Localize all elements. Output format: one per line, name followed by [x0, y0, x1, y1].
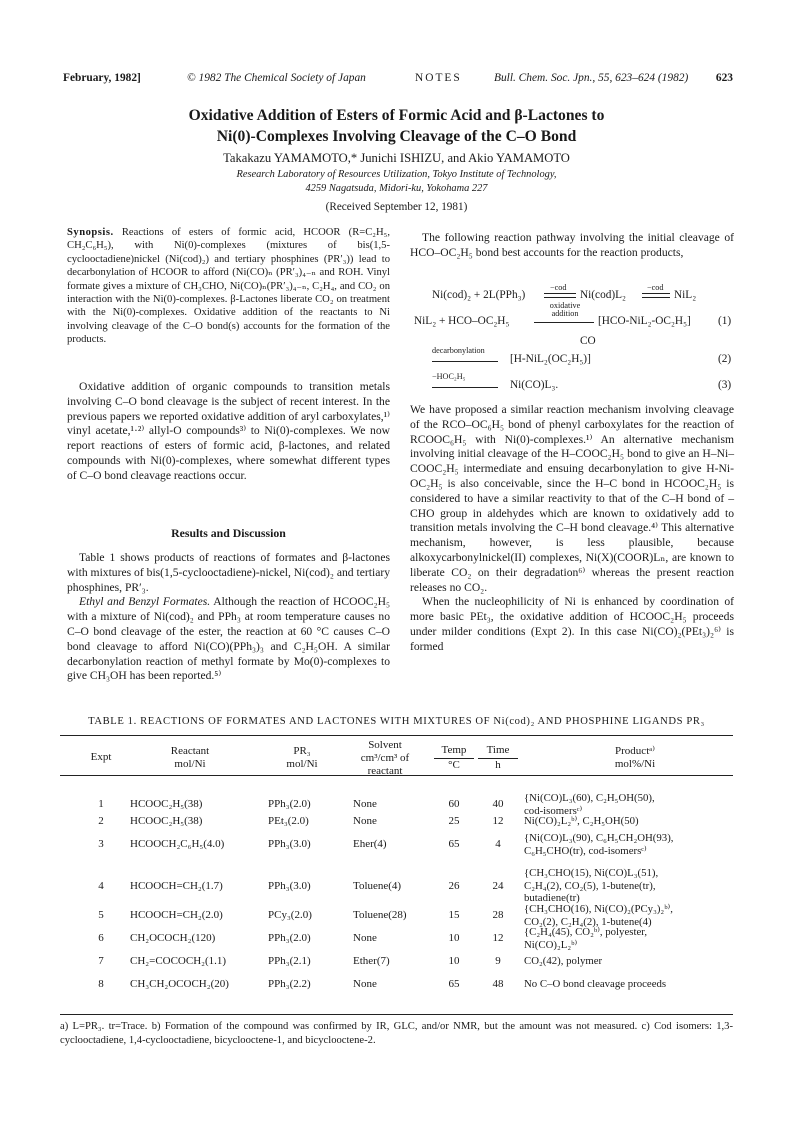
table-cell-time: 9	[495, 955, 501, 967]
table-cell-expt: 2	[98, 815, 104, 827]
eq1-mid: Ni(cod)L₂	[580, 289, 626, 301]
table-cell-temp: 65	[448, 978, 460, 990]
header-copyright: © 1982 The Chemical Society of Japan	[187, 72, 366, 84]
table-cell-time: 48	[492, 978, 504, 990]
col-time-unit: h	[478, 758, 518, 772]
eq2-right: [HCO-NiL₂-OC₂H₅]	[598, 315, 691, 327]
product-line: {CH₃CHO(16), Ni(CO)₂(PCy₃)₂ᵇ⁾,	[524, 903, 673, 915]
results-paragraph-2	[67, 595, 390, 684]
right-paragraph-3-text: When the nucleophilicity of Ni is enhanced by coordination of more basic PEt₃, the oxidative addition of HCOOC₂H₅ proceeds under milder conditions (Expt 2). In this case Ni(CO)₂(PEt₃)₂⁶⁾ is formed	[410, 595, 734, 653]
affiliation	[60, 168, 733, 196]
table-cell-reactant: HCOOCH=CH₂(2.0)	[130, 909, 223, 922]
eq3-co: CO	[580, 335, 596, 347]
product-line: {Ni(CO)L₃(60), C₂H₅OH(50),	[524, 792, 655, 804]
eq3-right: [H-NiL₂(OC₂H₅)]	[510, 353, 591, 365]
table-cell-solvent: None	[353, 815, 377, 827]
table-cell-expt: 5	[98, 909, 104, 922]
product-line: CO₂(42), polymer	[524, 955, 603, 967]
affiliation-line-1: Research Laboratory of Resources Utilization, Tokyo Institute of Technology,	[236, 169, 557, 180]
table-cell-pr3: PPh₃(2.0)	[268, 932, 311, 945]
col-temp	[434, 744, 474, 772]
eq4-arrow	[432, 387, 498, 388]
table-cell-time: 12	[492, 932, 504, 945]
right-paragraph-1	[410, 231, 734, 261]
eq3-label: decarbonylation	[432, 346, 485, 355]
table-cell-solvent: None	[353, 798, 377, 811]
col-expt: Expt	[90, 751, 112, 763]
table-cell-reactant: HCOOC₂H₅(38)	[130, 815, 203, 827]
product-line: {CH₃CHO(15), Ni(CO)L₃(51),	[524, 867, 659, 879]
eq1-arrow-2	[642, 293, 670, 294]
table-cell-pr3: PPh₃(3.0)	[268, 879, 311, 892]
table-cell-pr3: PPh₃(3.0)	[268, 838, 311, 851]
table-cell-product	[524, 867, 734, 905]
intro-text: Oxidative addition of organic compounds to transition metals involving C–O bond cleavage is the subject of recent interest. In the previous papers we reported oxidative addition of aryl carboxylates,¹⁾ vinyl acetate,¹·²⁾ allyl-O compounds³⁾ to Ni(0)-complexes. We now report reactions of esters of formic acid, β-lactones, and related compounds with Ni(0)-complexes, where somewhat different types of C–O bond cleavage reactions occur.	[67, 380, 390, 482]
eq4-label: −HOC₂H₅	[432, 372, 466, 381]
results-subheading: Ethyl and Benzyl Formates.	[79, 595, 211, 609]
col-reactant-label: Reactant	[170, 745, 210, 757]
eq4-right: Ni(CO)L₃.	[510, 379, 559, 391]
table-cell-temp: 15	[448, 909, 460, 922]
eq1-cod-label: −cod	[550, 283, 567, 292]
table-cell-expt: 4	[98, 879, 104, 892]
col-pr3-label: PR₃	[293, 745, 311, 757]
product-line: No C–O bond cleavage proceeds	[524, 978, 667, 990]
header-page-number: 623	[715, 72, 733, 84]
paper-title	[60, 105, 733, 147]
eq1-arrow-1b	[544, 297, 576, 298]
header-date: February, 1982]	[63, 72, 141, 84]
table-cell-product	[524, 792, 734, 817]
col-pr3-unit: mol/Ni	[286, 758, 318, 770]
col-solvent-label: Solvent	[368, 739, 402, 751]
table-cell-pr3: PPh₃(2.1)	[268, 955, 311, 967]
product-line: Ni(CO)₂L₂ᵇ⁾	[524, 938, 578, 951]
table-bottom-rule	[60, 1014, 733, 1015]
product-line: {C₂H₄(45), CO₂ᵇ⁾, polyester,	[524, 926, 648, 938]
table-cell-product	[524, 978, 734, 991]
table-cell-temp: 60	[448, 798, 460, 811]
header-journal: Bull. Chem. Soc. Jpn., 55, 623–624 (1982)	[494, 72, 689, 84]
authors: Takakazu YAMAMOTO,* Junichi ISHIZU, and Akio YAMAMOTO	[223, 151, 570, 165]
table-cell-product	[524, 815, 734, 828]
eq3-arrow	[432, 361, 498, 362]
table-cell-expt: 7	[98, 955, 104, 967]
table-cell-expt: 1	[98, 798, 104, 811]
eq1-arrow-1	[544, 293, 576, 294]
title-line-2: Ni(0)-Complexes Involving Cleavage of the C–O Bond	[216, 128, 577, 145]
product-line: butadiene(tr)	[524, 892, 580, 905]
table-cell-solvent: Ether(7)	[353, 955, 390, 967]
table-cell-temp: 10	[448, 932, 460, 945]
eq4-number: (3)	[718, 379, 732, 391]
table-cell-time: 4	[495, 838, 501, 851]
table-cell-time: 12	[492, 815, 504, 827]
table-cell-expt: 6	[98, 932, 104, 945]
right-paragraph-1-text: The following reaction pathway involving the initial cleavage of HCO–OC₂H₅ bond best accounts for the reaction products,	[410, 231, 734, 259]
col-solvent-unit-2: reactant	[367, 765, 403, 777]
affiliation-line-2: 4259 Nagatsuda, Midori-ku, Yokohama 227	[305, 183, 488, 194]
eq2-left: NiL₂ + HCO–OC₂H₅	[414, 315, 510, 327]
table-cell-solvent: Eher(4)	[353, 838, 387, 851]
col-solvent	[340, 739, 430, 778]
eq2-number: (1)	[718, 315, 732, 327]
col-product-label: Productᵃ⁾	[615, 745, 655, 757]
product-line: cod-isomersᶜ⁾	[524, 804, 583, 817]
eq3-number: (2)	[718, 353, 732, 365]
table-cell-product	[524, 832, 734, 857]
table-cell-reactant: HCOOCH=CH₂(1.7)	[130, 879, 223, 892]
table-cell-pr3: PPh₃(2.0)	[268, 798, 311, 811]
table-cell-solvent: None	[353, 978, 377, 990]
intro-paragraph	[67, 380, 390, 484]
header-section: NOTES	[415, 72, 462, 84]
table-cell-product	[524, 903, 734, 928]
section-heading: Results and Discussion	[171, 526, 286, 540]
col-pr3	[262, 745, 342, 771]
eq1-right: NiL₂	[674, 289, 697, 301]
table-cell-reactant: HCOOC₂H₅(38)	[130, 798, 203, 811]
right-paragraph-2	[410, 403, 734, 655]
table-cell-reactant: CH₂=COCOCH₂(1.1)	[130, 955, 227, 967]
table-cell-reactant: HCOOCH₂C₆H₅(4.0)	[130, 838, 225, 851]
product-line: C₆H₅CHO(tr), cod-isomersᶜ⁾	[524, 844, 647, 857]
table-cell-pr3: PCy₃(2.0)	[268, 909, 312, 922]
col-temp-label: Temp	[441, 744, 467, 756]
table-cell-solvent: None	[353, 932, 377, 945]
table-cell-time: 24	[492, 879, 504, 892]
table-cell-reactant: CH₃CH₂OCOCH₂(20)	[130, 978, 229, 990]
col-reactant-unit: mol/Ni	[174, 758, 206, 770]
results-paragraph-1: Table 1 shows products of reactions of formates and β-lactones with mixtures of bis(1,5-cyclooctadiene)-nickel, Ni(cod)₂ and tertiary phosphines, PR′₃.	[67, 551, 390, 594]
table-cell-temp: 65	[448, 838, 460, 851]
table-footnote: a) L=PR₃. tr=Trace. b) Formation of the compound was confirmed by IR, GLC, and/or NMR, but the amount was not measured. c) Cod isomers: 1,3-cyclooctadiene, 1,4-cyclooctadiene, bicyclooctene-1, and bicyclooctene-2.	[60, 1021, 733, 1046]
running-header	[63, 72, 733, 88]
eq1-arrow-2b	[642, 297, 670, 298]
eq2-label: oxidative addition	[549, 301, 581, 318]
table-caption: TABLE 1. REACTIONS OF FORMATES AND LACTONES WITH MIXTURES OF Ni(cod)₂ AND PHOSPHINE LIGANDS PR₃	[88, 716, 705, 727]
right-paragraph-2-text: We have proposed a similar reaction mechanism involving cleavage of the RCO–OC₆H₅ bond of phenyl carboxylates for the reaction of RCOOC₆H₅ with Ni(0)-complexes.¹⁾ An alternative mechanism involving initial cleavage of the H–COOC₂H₅ bond to give an H–Ni–COOC₂H₅ intermediate and ensuing decarbonylation to give H-Ni-OC₂H₅ is also conceivable, since the H–C bond in HCOOC₂H₅ is considered to have a similar reactivity to that of the C–H bond of –CHO group in aldehydes which are known to oxidatively add to transition metals involving the C–H bond cleavage.⁴⁾ This alternative mechanism, however, is less plausible, because alkoxycarbonylnickel(II) complexes, Ni(X)(COOR)Lₙ, are known to liberate CO₂ on their degradation⁶⁾ whereas the present reaction releases no CO₂.	[410, 403, 734, 594]
table-cell-reactant: CH₂OCOCH₂(120)	[130, 932, 216, 945]
col-time	[478, 744, 518, 772]
table-cell-solvent: Toluene(28)	[353, 909, 407, 922]
product-line: CO₂(2), C₂H₄(2), 1-butene(4)	[524, 915, 652, 928]
product-line: {Ni(CO)L₃(90), C₆H₅CH₂OH(93),	[524, 832, 674, 844]
table-cell-solvent: Toluene(4)	[353, 879, 402, 892]
col-time-label: Time	[486, 744, 510, 756]
eq1-left: Ni(cod)₂ + 2L(PPh₃)	[432, 289, 526, 301]
table-cell-product	[524, 926, 734, 951]
eq2-arrow	[534, 322, 594, 323]
col-solvent-unit: cm³/cm³ of	[360, 752, 410, 764]
col-reactant	[130, 745, 250, 771]
synopsis-label: Synopsis.	[67, 227, 114, 238]
table-cell-pr3: PEt₃(2.0)	[268, 815, 309, 827]
received-date: (Received September 12, 1981)	[325, 201, 468, 213]
table-top-rule	[60, 735, 733, 736]
table-cell-expt: 3	[98, 838, 104, 851]
table-cell-time: 40	[492, 798, 504, 811]
table-cell-product	[524, 955, 734, 968]
results-paragraph-2-text: Although the reaction of HCOOC₂H₅ with a mixture of Ni(cod)₂ and PPh₃ at room temperature causes no C–O bond cleavage of the ester, the reaction at 60 °C causes C–O bond cleavage to afford Ni(CO)(PPh₃)₃ and C₂H₅OH. A similar decarbonylation reaction of methyl formate by Mo(0)-complexes to give CH₃OH has been reported.⁵⁾	[67, 595, 391, 683]
results-body	[67, 551, 390, 684]
product-line: C₂H₄(2), CO₂(5), 1-butene(tr),	[524, 879, 656, 892]
synopsis-text: Reactions of esters of formic acid, HCOOR (R=C₂H₅, CH₂C₆H₅), with Ni(0)-complexes (mixtures of bis(1,5-cyclooctadiene)nickel (Ni(cod)₂) and tertiary phosphines (PR′₃)) lead to decarbonylation of HCOOR to afford (Ni(CO)ₙ (PR′₃)₄₋ₙ and ROH. Vinyl formate gives a mixture of CH₃CHO, Ni(CO)ₙ(PR′₃)₄₋ₙ, C₂H₄, and CO₂ on interaction with the Ni(0)-complexes. β-Lactones liberate CO₂ on treatment with the Ni(0)-complexes. Oxidative addition of the reactants to Ni involving cleavage of the C–O bond(s) accounts for the formation of the products.	[67, 227, 390, 346]
table-cell-temp: 26	[448, 879, 460, 892]
table-cell-expt: 8	[98, 978, 104, 990]
title-line-1: Oxidative Addition of Esters of Formic Acid and β-Lactones to	[188, 107, 605, 124]
col-product-unit: mol%/Ni	[614, 758, 656, 770]
table-cell-temp: 10	[448, 955, 460, 967]
table-cell-pr3: PPh₃(2.2)	[268, 978, 311, 990]
table-cell-time: 28	[492, 909, 504, 922]
col-temp-unit: °C	[434, 758, 474, 772]
col-product	[570, 745, 700, 771]
product-line: Ni(CO)₂L₂ᵇ⁾, C₂H₅OH(50)	[524, 815, 639, 827]
synopsis	[67, 226, 390, 347]
eq1-cod-label-2: −cod	[647, 283, 664, 292]
table-cell-temp: 25	[448, 815, 460, 827]
